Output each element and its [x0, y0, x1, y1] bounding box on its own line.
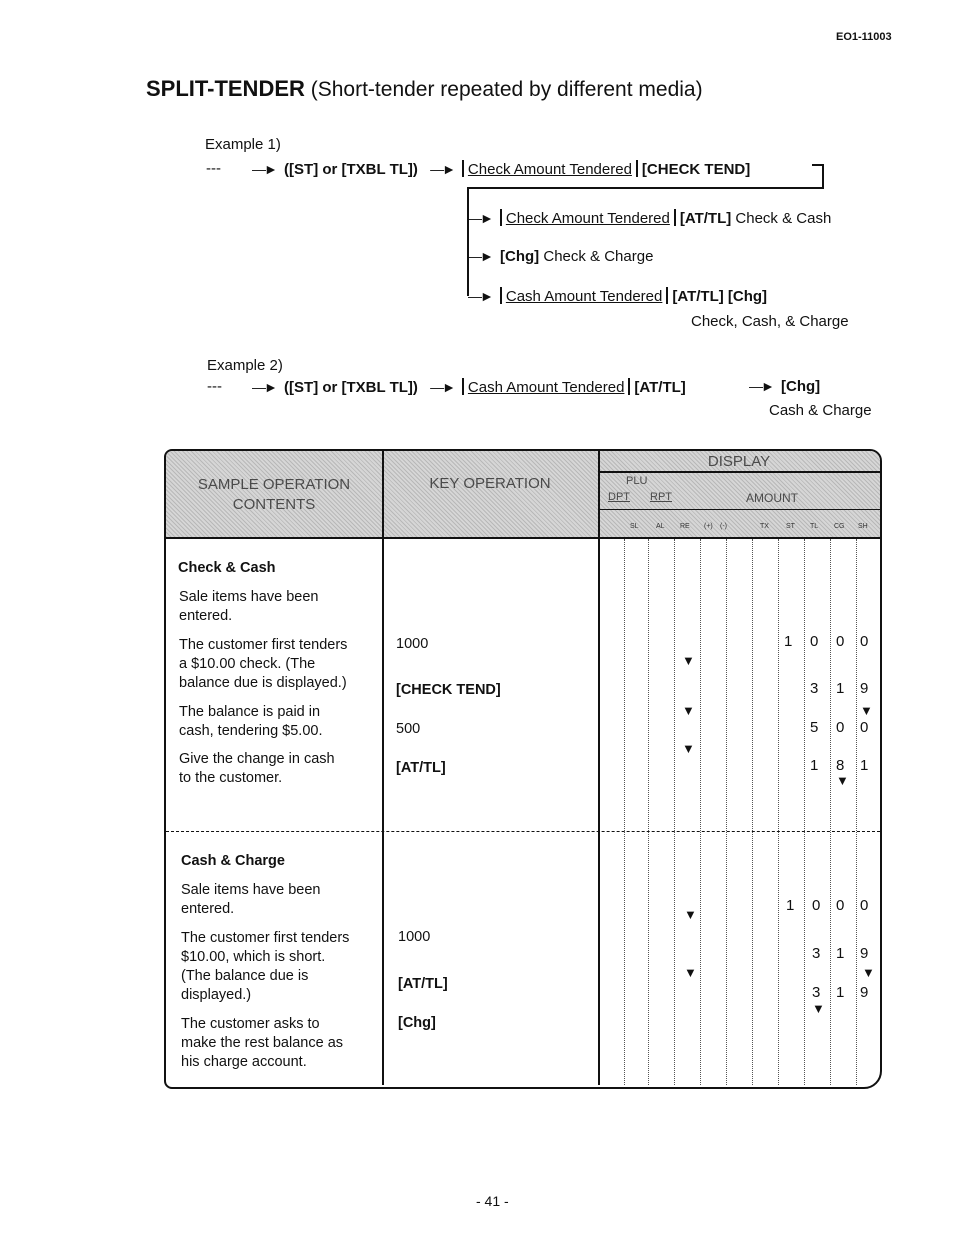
sub-label: CG	[834, 523, 845, 530]
header-sample-line2: CONTENTS	[232, 496, 316, 513]
display-digit: 1	[784, 633, 793, 650]
section1-step2	[179, 636, 347, 693]
triangle-down-icon: ▼	[812, 1001, 825, 1016]
section2-heading: Cash & Charge	[181, 853, 285, 869]
header-display: DISPLAY	[707, 453, 771, 470]
key-op: [Chg]	[398, 1015, 436, 1031]
example2-key2: [Chg]	[781, 378, 821, 395]
display-digit: 0	[860, 897, 869, 914]
text-line: make the rest balance as	[181, 1035, 344, 1051]
display-digit: 9	[860, 945, 869, 962]
key-op: 1000	[398, 929, 431, 945]
display-column-guide	[856, 539, 857, 1085]
text-line: Sale items have been	[181, 882, 321, 898]
display-column-guide	[648, 539, 649, 1085]
display-digit: 9	[860, 680, 869, 697]
display-digit: 3	[810, 680, 819, 697]
display-column-guide	[830, 539, 831, 1085]
display-digit: 0	[810, 633, 819, 650]
header-plu: PLU	[626, 475, 648, 487]
section2-step3	[181, 1015, 343, 1072]
sub-label: SL	[630, 523, 639, 530]
arrow-right-icon: —►	[430, 379, 454, 395]
text-line: his charge account.	[181, 1054, 307, 1070]
display-subdivider	[598, 509, 880, 510]
section-divider	[166, 831, 880, 832]
example1-branch-1	[468, 209, 831, 227]
display-digit: 0	[812, 897, 821, 914]
branch2-result: Check & Charge	[543, 248, 654, 265]
display-column-guide	[700, 539, 701, 1085]
header-rpt: RPT	[650, 491, 672, 503]
separator-bar	[674, 209, 676, 226]
example1-amount: Check Amount Tendered	[467, 161, 632, 178]
display-digit: 1	[836, 984, 845, 1001]
text-line: displayed.)	[181, 987, 252, 1003]
text-line: $10.00, which is short.	[181, 949, 326, 965]
branch3-result: Check, Cash, & Charge	[691, 313, 849, 330]
triangle-down-icon: ▼	[860, 703, 873, 718]
arrow-right-icon: —►	[468, 288, 492, 304]
example1-branch-2	[468, 248, 653, 265]
section2-step1	[181, 881, 320, 919]
header-divider	[166, 537, 880, 539]
header-amount: AMOUNT	[746, 491, 798, 505]
sub-label: TX	[760, 523, 769, 530]
display-column-guide	[674, 539, 675, 1085]
text-line: to the customer.	[179, 770, 283, 786]
text-line: Sale items have been	[179, 589, 319, 605]
section1-heading: Check & Cash	[178, 560, 276, 576]
display-digit: 3	[812, 945, 821, 962]
page-title	[146, 76, 703, 102]
display-column-guide	[624, 539, 625, 1085]
example2-result: Cash & Charge	[769, 402, 872, 419]
example1-flow	[252, 160, 750, 178]
display-column-guide	[778, 539, 779, 1085]
example2-chg	[749, 378, 820, 395]
header-dpt: DPT	[608, 491, 630, 503]
arrow-right-icon: —►	[468, 210, 492, 226]
display-digit: 1	[810, 757, 819, 774]
header-key-operation: KEY OPERATION	[429, 475, 551, 492]
separator-bar	[462, 378, 464, 395]
separator-bar	[666, 287, 668, 304]
branch2-keys: [Chg]	[500, 248, 540, 265]
example1-st: ([ST] or [TXBL TL])	[284, 161, 418, 178]
display-digit: 5	[810, 719, 819, 736]
arrow-right-icon: —►	[430, 161, 454, 177]
operation-table	[164, 449, 882, 1089]
example1-branch-3	[468, 287, 767, 305]
display-digit: 1	[836, 680, 845, 697]
key-op: [AT/TL]	[396, 760, 446, 776]
display-digit: 1	[836, 945, 845, 962]
column-divider	[382, 451, 384, 1085]
example2-flow	[252, 378, 686, 396]
arrow-right-icon: —►	[468, 248, 492, 264]
text-line: The customer first tenders	[179, 637, 348, 653]
text-line: balance due is displayed.)	[179, 675, 347, 691]
text-line: The balance is paid in	[179, 704, 321, 720]
triangle-down-icon: ▼	[684, 965, 697, 980]
document-id: EO1-11003	[836, 31, 892, 43]
key-op: [CHECK TEND]	[396, 682, 501, 698]
triangle-down-icon: ▼	[684, 907, 697, 922]
text-line: The customer asks to	[181, 1016, 320, 1032]
text-line: entered.	[181, 901, 235, 917]
arrow-right-icon: —►	[749, 378, 773, 394]
branch3-keys: [AT/TL] [Chg]	[672, 288, 768, 305]
key-op: 500	[396, 721, 421, 737]
display-digit: 0	[836, 633, 845, 650]
display-digit: 0	[836, 897, 845, 914]
triangle-down-icon: ▼	[862, 965, 875, 980]
text-line: a $10.00 check. (The	[179, 656, 316, 672]
display-digit: 8	[836, 757, 845, 774]
connector-line	[467, 187, 824, 189]
separator-bar	[500, 287, 502, 304]
example1-lead: ---	[206, 160, 221, 177]
branch3-amount: Cash Amount Tendered	[505, 288, 663, 305]
triangle-down-icon: ▼	[682, 741, 695, 756]
triangle-down-icon: ▼	[682, 653, 695, 668]
separator-bar	[628, 378, 630, 395]
display-digit: 0	[836, 719, 845, 736]
sub-label: (+)	[704, 523, 713, 530]
example2-amount: Cash Amount Tendered	[467, 379, 625, 396]
text-line: The customer first tenders	[181, 930, 350, 946]
header-sample-line1: SAMPLE OPERATION	[197, 476, 351, 493]
column-divider	[598, 451, 600, 1085]
branch1-keys: [AT/TL]	[679, 210, 732, 227]
sub-label: AL	[656, 523, 665, 530]
connector-line	[822, 164, 824, 188]
header-sample-operation	[166, 475, 382, 515]
key-op: 1000	[396, 636, 429, 652]
example2-st: ([ST] or [TXBL TL])	[284, 379, 418, 396]
display-column-guide	[804, 539, 805, 1085]
text-line: cash, tendering $5.00.	[179, 723, 323, 739]
arrow-right-icon: —►	[252, 379, 276, 395]
example1-label: Example 1)	[205, 136, 281, 153]
separator-bar	[636, 160, 638, 177]
section2-step2	[181, 929, 349, 1005]
text-line: (The balance due is	[181, 968, 309, 984]
display-digit: 3	[812, 984, 821, 1001]
page-number: - 41 -	[476, 1193, 509, 1209]
branch1-result: Check & Cash	[735, 210, 832, 227]
section1-step1	[179, 588, 318, 626]
arrow-right-icon: —►	[252, 161, 276, 177]
connector-line	[467, 187, 469, 296]
display-digit: 1	[786, 897, 795, 914]
display-digit: 9	[860, 984, 869, 1001]
section1-step4	[179, 750, 335, 788]
example2-lead: ---	[207, 378, 222, 395]
display-digit: 1	[860, 757, 869, 774]
sub-label: RE	[680, 523, 690, 530]
text-line: entered.	[179, 608, 233, 624]
branch1-amount: Check Amount Tendered	[505, 210, 670, 227]
separator-bar	[462, 160, 464, 177]
separator-bar	[500, 209, 502, 226]
display-column-guide	[726, 539, 727, 1085]
sub-label: ST	[786, 523, 795, 530]
example2-label: Example 2)	[207, 357, 283, 374]
sub-label: SH	[858, 523, 868, 530]
example1-key: [CHECK TEND]	[641, 161, 751, 178]
sub-label: TL	[810, 523, 819, 530]
triangle-down-icon: ▼	[682, 703, 695, 718]
section1-step3	[179, 703, 323, 741]
display-digit: 0	[860, 719, 869, 736]
triangle-down-icon: ▼	[836, 773, 849, 788]
text-line: Give the change in cash	[179, 751, 335, 767]
example2-key: [AT/TL]	[634, 379, 686, 396]
title-rest: (Short-tender repeated by different media)	[310, 78, 703, 101]
sub-label: (-)	[720, 523, 727, 530]
key-op: [AT/TL]	[398, 976, 448, 992]
display-subdivider	[598, 471, 880, 473]
display-column-guide	[752, 539, 753, 1085]
title-bold: SPLIT-TENDER	[146, 76, 305, 101]
display-digit: 0	[860, 633, 869, 650]
